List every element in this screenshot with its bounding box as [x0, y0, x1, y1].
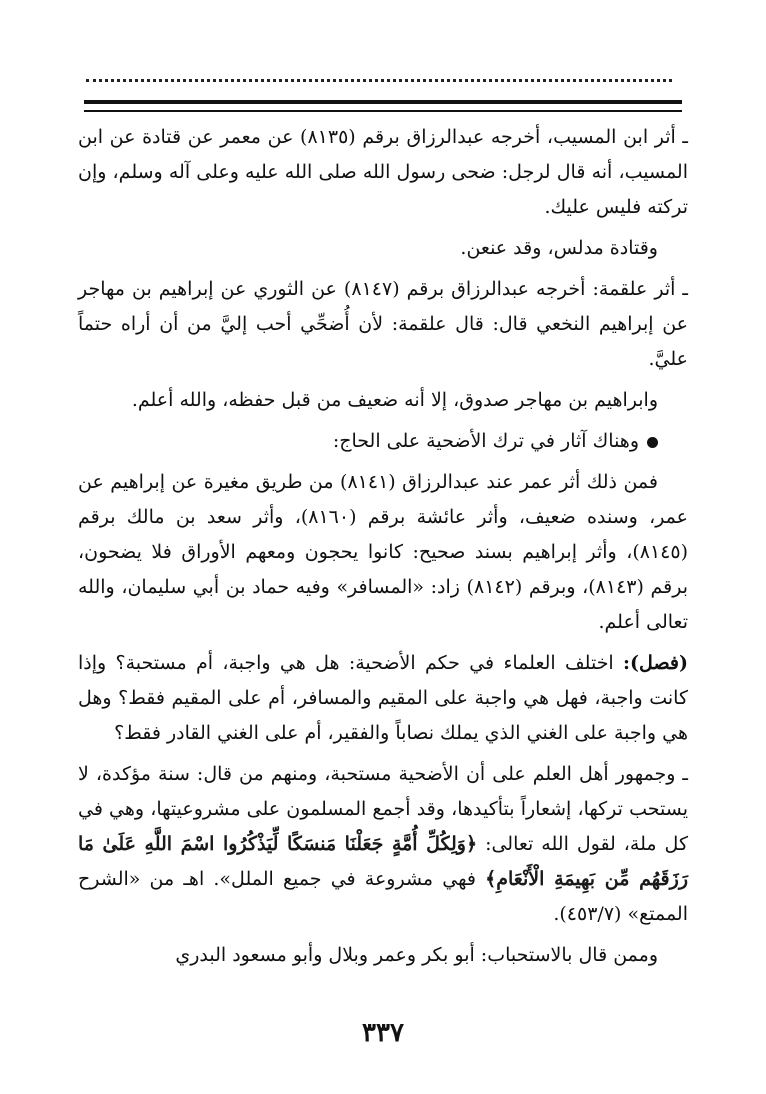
bullet-text: وهناك آثار في ترك الأضحية على الحاج: — [332, 430, 639, 452]
bullet-item — [78, 424, 688, 459]
paragraph-qatada-note: وقتادة مدلس، وقد عنعن. — [460, 237, 658, 259]
fasl-label: (فصل): — [623, 652, 688, 674]
paragraph-alqama: ـ أثر علقمة: أخرجه عبدالرزاق برقم (٨١٤٧) عن الثوري عن إبراهيم بن مهاجر عن إبراهيم النخعي قال: قال علقمة: لأن أُضحِّي أحب إليَّ من أن أراه حتماً عليَّ. — [78, 278, 688, 370]
jumhur-text: ـ وجمهور أهل العلم على أن الأضحية مستحبة، ومنهم من قال: سنة مؤكدة، لا يستحب تركها، إشعاراً بتأكيدها، وقد أجمع المسلمون على مشروعيتها، وهي في كل ملة، لقول الله تعالى: — [78, 763, 688, 855]
page-number: ٣٣٧ — [362, 1018, 404, 1048]
paragraph-jumhur — [78, 757, 688, 932]
fasl-text: اختلف العلماء في حكم الأضحية: هل هي واجبة، أم مستحبة؟ وإذا كانت واجبة، فهل هي واجبة على المقيم والمسافر، أم على المقيم فقط؟ وهل هي واجبة على الغني الذي يملك نصاباً والفقير، أم على الغني القادر فقط؟ — [78, 652, 688, 744]
header-rule-thin — [84, 110, 682, 112]
header-rule-thick — [84, 100, 682, 104]
paragraph-fasl — [78, 646, 688, 751]
header-dotted-line — [86, 62, 672, 82]
paragraph-athar-hajj: فمن ذلك أثر عمر عند عبدالرزاق (٨١٤١) من طريق مغيرة عن إبراهيم عن عمر، وسنده ضعيف، وأثر عائشة برقم (٨١٦٠)، وأثر سعد بن مالك برقم (٨١٤٥)، وأثر إبراهيم بسند صحيح: كانوا يحجون ومعهم الأوراق فلا يضحون، برقم (٨١٤٣)، وبرقم (٨١٤٢) زاد: «المسافر» وفيه حماد بن أبي سليمان، والله تعالى أعلم. — [78, 471, 689, 633]
quran-verse: ﴿وَلِكُلِّ أُمَّةٍ جَعَلْنَا مَنسَكًا لِّيَذْكُرُوا اسْمَ اللَّهِ عَلَىٰ مَا رَزَقَهُم مِّن بَهِيمَةِ الْأَنْعَامِ﴾ — [78, 833, 688, 890]
bullet-icon — [647, 437, 658, 448]
page-body — [78, 120, 688, 979]
paragraph-ibrahim-note: وابراهيم بن مهاجر صدوق، إلا أنه ضعيف من قبل حفظه، والله أعلم. — [131, 389, 658, 411]
paragraph-ibn-musayyib: ـ أثر ابن المسيب، أخرجه عبدالرزاق برقم (٨١٣٥) عن معمر عن قتادة عن ابن المسيب، أنه قال لرجل: ضحى رسول الله صلى الله عليه وعلى آله وسلم، وإن تركته فليس عليك. — [78, 126, 688, 218]
jumhur-tail: فهي مشروعة في جميع الملل». اهـ من «الشرح الممتع» (٤٥٣/٧). — [78, 868, 688, 925]
paragraph-istihbab: وممن قال بالاستحباب: أبو بكر وعمر وبلال وأبو مسعود البدري — [175, 944, 658, 966]
